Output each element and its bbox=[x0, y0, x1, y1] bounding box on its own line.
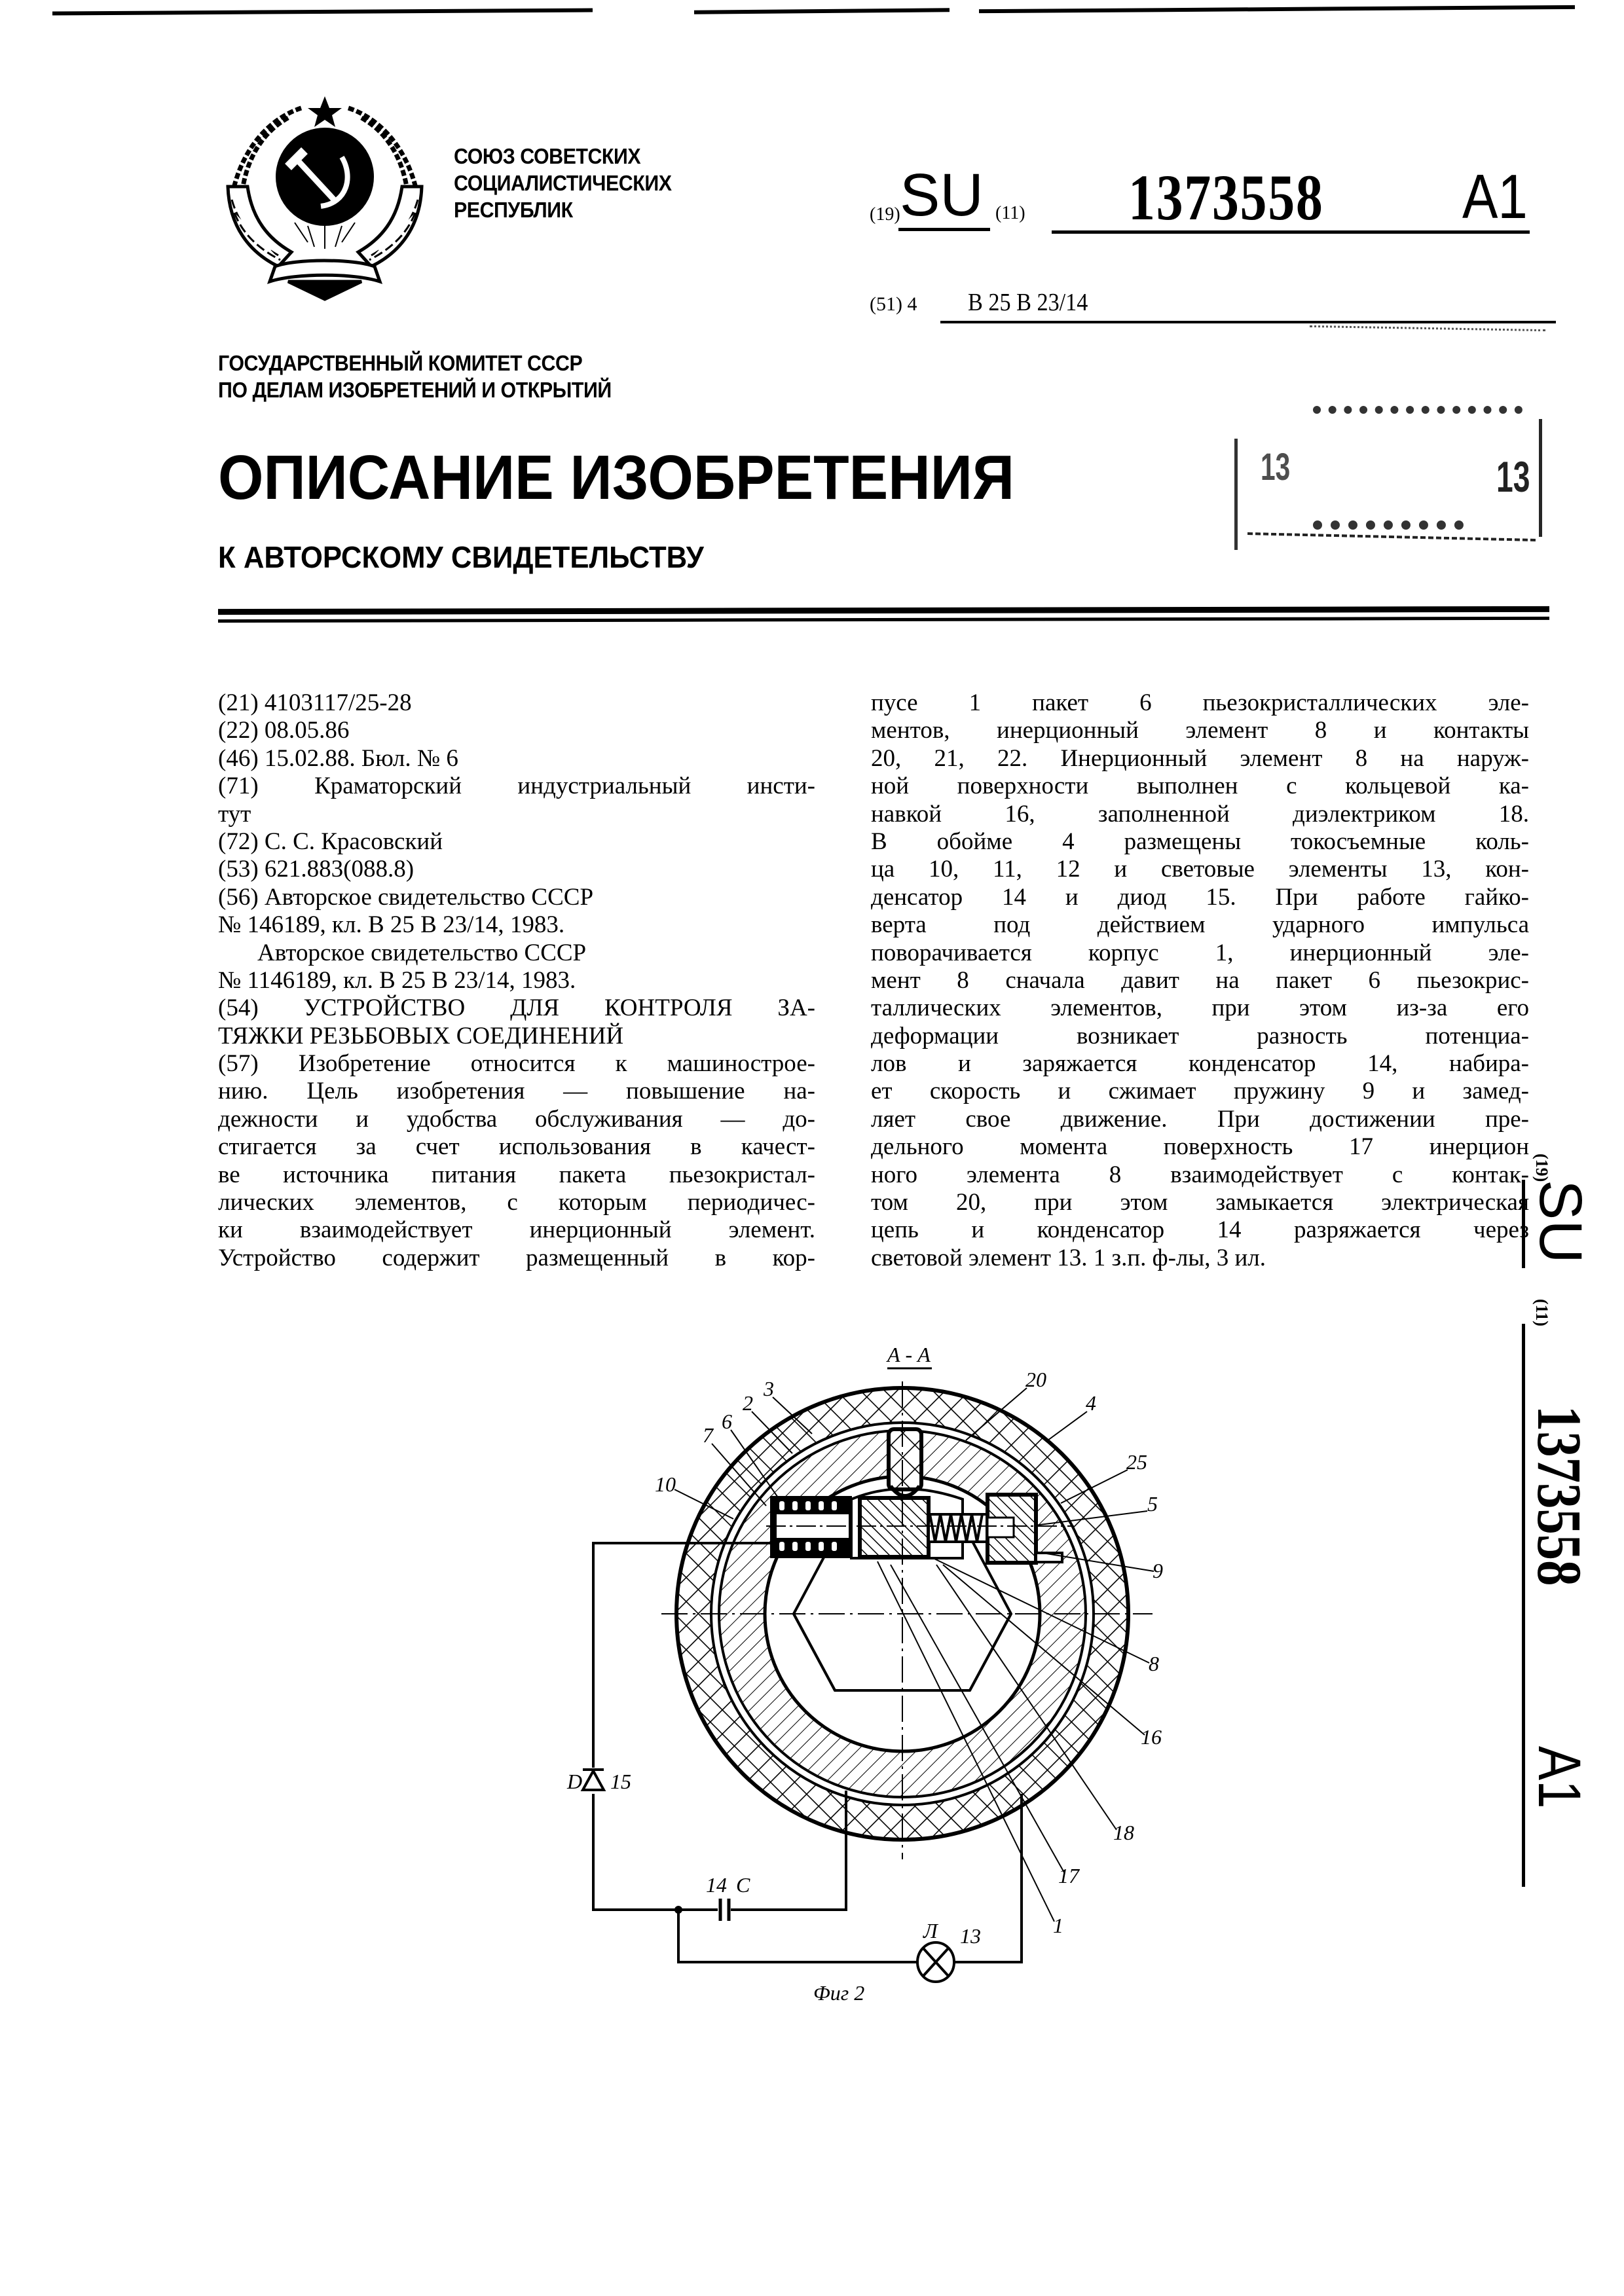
diode-number: 15 bbox=[610, 1770, 631, 1793]
abstract-column bbox=[871, 689, 1529, 1272]
abstract-line: навкой 16, заполненной диэлектриком 18. bbox=[871, 801, 1529, 828]
side-country-code: SU bbox=[1526, 1180, 1595, 1264]
inid-11: (11) bbox=[995, 203, 1025, 224]
side-country-rule bbox=[1522, 1180, 1525, 1268]
country-line: СОЮЗ СОВЕТСКИХ bbox=[454, 143, 671, 170]
biblio-line: (71) Краматорский индустриальный инсти- bbox=[218, 773, 815, 800]
abstract-line: 20, 21, 22. Инерционный элемент 8 на наруж- bbox=[871, 745, 1529, 773]
patent-number: 1373558 bbox=[1128, 160, 1323, 235]
abstract-line: деформации возникает разность потенциа- bbox=[871, 1023, 1529, 1050]
side-publication-stamp bbox=[1516, 1154, 1588, 1887]
abstract-line: ментов, инерционный элемент 8 и контакты bbox=[871, 717, 1529, 744]
invention-title-line: ТЯЖКИ РЕЗЬБОВЫХ СОЕДИНЕНИЙ bbox=[218, 1023, 815, 1050]
abstract-line: ве источника питания пакета пьезокристал- bbox=[218, 1161, 815, 1189]
kind-code: A1 bbox=[1462, 161, 1528, 233]
label-4: 4 bbox=[1086, 1391, 1096, 1415]
diode-15 bbox=[583, 1770, 604, 1790]
label-9: 9 bbox=[1153, 1559, 1163, 1582]
abstract-line: денсатор 14 и диод 15. При работе гайко- bbox=[871, 884, 1529, 911]
label-20: 20 bbox=[1025, 1368, 1046, 1391]
label-5: 5 bbox=[1147, 1492, 1158, 1516]
capacitor-14 bbox=[720, 1899, 729, 1921]
side-kind-code: A1 bbox=[1524, 1746, 1593, 1809]
header-rule-thin bbox=[218, 617, 1549, 623]
biblio-line: (56) Авторское свидетельство СССР bbox=[218, 884, 815, 911]
inertial-element-8 bbox=[860, 1498, 929, 1557]
abstract-line: мент 8 сначала давит на пакет 6 пьезокрис- bbox=[871, 967, 1529, 994]
number-underline bbox=[1052, 230, 1530, 234]
abstract-line: дежности и удобства обслуживания — до- bbox=[218, 1106, 815, 1133]
scan-artifact-bar bbox=[694, 8, 950, 14]
abstract-line: лов и заряжается конденсатор 14, набира- bbox=[871, 1050, 1529, 1078]
inid-51: (51) 4 bbox=[870, 293, 917, 316]
side-inid-11: (11) bbox=[1532, 1299, 1551, 1326]
country-line: РЕСПУБЛИК bbox=[454, 196, 671, 223]
figure-caption: Фиг 2 bbox=[813, 1981, 864, 2005]
committee-line: ГОСУДАРСТВЕННЫЙ КОМИТЕТ СССР bbox=[218, 350, 612, 376]
biblio-line: № 1146189, кл. В 25 В 23/14, 1983. bbox=[218, 967, 815, 994]
label-8: 8 bbox=[1149, 1652, 1159, 1675]
inid-19: (19) bbox=[870, 204, 900, 225]
abstract-line: таллических элементов, при этом из-за его bbox=[871, 994, 1529, 1022]
country-line: СОЦИАЛИСТИЧЕСКИХ bbox=[454, 170, 671, 196]
biblio-line: тут bbox=[218, 801, 815, 828]
abstract-line: В обойме 4 размещены токосъемные коль- bbox=[871, 828, 1529, 856]
side-patent-number: 1373558 bbox=[1523, 1406, 1596, 1586]
abstract-line: верта под действием ударного импульса bbox=[871, 911, 1529, 939]
bibliographic-column bbox=[218, 689, 815, 1272]
abstract-line: цепь и конденсатор 14 разряжается через bbox=[871, 1216, 1529, 1244]
abstract-line: дельного момента поверхность 17 инерцион bbox=[871, 1133, 1529, 1161]
biblio-line: (21) 4103117/25-28 bbox=[218, 689, 815, 717]
ipc-underline bbox=[940, 321, 1556, 323]
section-label: А - А bbox=[886, 1343, 931, 1366]
abstract-line: поворачивается корпус 1, инерционный эле- bbox=[871, 939, 1529, 967]
label-6: 6 bbox=[722, 1410, 732, 1433]
label-2: 2 bbox=[743, 1391, 753, 1415]
ipc-block bbox=[870, 288, 1557, 327]
library-stamp bbox=[1234, 354, 1545, 543]
diode-letter: D bbox=[566, 1770, 582, 1793]
stamp-header-smudge bbox=[1313, 406, 1522, 414]
label-10: 10 bbox=[655, 1472, 676, 1496]
label-25: 25 bbox=[1126, 1450, 1147, 1474]
biblio-line: (72) С. С. Красовский bbox=[218, 828, 815, 856]
abstract-line: том 20, при этом замыкается электрическая bbox=[871, 1189, 1529, 1216]
label-16: 16 bbox=[1141, 1725, 1162, 1749]
abstract-line: нию. Цель изобретения — повышение на- bbox=[218, 1078, 815, 1105]
figure-2-drawing bbox=[563, 1342, 1218, 2043]
stamp-number-left: 13 bbox=[1261, 445, 1290, 489]
lamp-letter: Л bbox=[923, 1919, 939, 1942]
ussr-emblem bbox=[223, 95, 427, 302]
document-subtitle: К АВТОРСКОМУ СВИДЕТЕЛЬСТВУ bbox=[218, 541, 704, 574]
label-18: 18 bbox=[1113, 1821, 1134, 1844]
stamp-footer-smudge bbox=[1313, 520, 1464, 530]
label-7: 7 bbox=[703, 1423, 714, 1447]
committee-block bbox=[218, 350, 612, 403]
biblio-line: № 146189, кл. В 25 В 23/14, 1983. bbox=[218, 911, 815, 939]
country-code: SU bbox=[900, 161, 984, 230]
abstract-line: ки взаимодействует инерционный элемент. bbox=[218, 1216, 815, 1244]
lamp-number: 13 bbox=[960, 1924, 981, 1948]
sun-rays bbox=[295, 223, 355, 249]
abstract-line: ляет свое движение. При достижении пре- bbox=[871, 1106, 1529, 1133]
abstract-line: лических элементов, с которым периодичес- bbox=[218, 1189, 815, 1216]
stamp-number-right: 13 bbox=[1496, 452, 1530, 501]
abstract-line: ного элемента 8 взаимодействует с контак- bbox=[871, 1161, 1529, 1189]
abstract-line: стигается за счет использования в качест- bbox=[218, 1133, 815, 1161]
stamp-border-right bbox=[1539, 419, 1542, 537]
header-rule-thick bbox=[218, 606, 1549, 615]
stamp-border-bottom bbox=[1247, 532, 1536, 541]
country-underline bbox=[898, 228, 990, 231]
abstract-line: (57) Изобретение относится к машинострое- bbox=[218, 1050, 815, 1078]
abstract-line: пусе 1 пакет 6 пьезокристаллических эле- bbox=[871, 689, 1529, 717]
country-block bbox=[454, 143, 671, 223]
ipc-class: B 25 B 23/14 bbox=[968, 288, 1088, 317]
biblio-line: (53) 621.883(088.8) bbox=[218, 856, 815, 883]
scan-artifact-bar bbox=[52, 8, 593, 15]
scan-artifact-bar bbox=[979, 5, 1575, 13]
biblio-line: Авторское свидетельство СССР bbox=[218, 939, 815, 967]
publication-number-block bbox=[870, 165, 1570, 230]
star-icon bbox=[308, 96, 342, 127]
document-title: ОПИСАНИЕ ИЗОБРЕТЕНИЯ bbox=[218, 445, 1014, 511]
label-1: 1 bbox=[1053, 1914, 1063, 1937]
abstract-line: ной поверхности выполнен с кольцевой ка- bbox=[871, 773, 1529, 800]
junction-dot bbox=[674, 1906, 682, 1914]
lamp-13 bbox=[917, 1942, 954, 1982]
biblio-line: (22) 08.05.86 bbox=[218, 717, 815, 744]
capacitor-letter: C bbox=[736, 1873, 750, 1897]
abstract-line: ца 10, 11, 12 и световые элементы 13, кон- bbox=[871, 856, 1529, 883]
label-17: 17 bbox=[1058, 1864, 1080, 1887]
contact-pin-20 bbox=[889, 1429, 921, 1489]
capacitor-number: 14 bbox=[706, 1873, 727, 1897]
abstract-line: ет скорость и сжимает пружину 9 и замед- bbox=[871, 1078, 1529, 1105]
label-3: 3 bbox=[763, 1377, 774, 1400]
stamp-border-left bbox=[1234, 439, 1238, 550]
abstract-line: световой элемент 13. 1 з.п. ф-лы, 3 ил. bbox=[871, 1245, 1529, 1272]
committee-line: ПО ДЕЛАМ ИЗОБРЕТЕНИЙ И ОТКРЫТИЙ bbox=[218, 376, 612, 403]
side-inid-19: (19) bbox=[1532, 1154, 1551, 1182]
biblio-line: (46) 15.02.88. Бюл. № 6 bbox=[218, 745, 815, 773]
abstract-line: Устройство содержит размещенный в кор- bbox=[218, 1245, 815, 1272]
invention-title-line: (54) УСТРОЙСТВО ДЛЯ КОНТРОЛЯ ЗА- bbox=[218, 994, 815, 1022]
side-number-rule bbox=[1522, 1324, 1525, 1887]
